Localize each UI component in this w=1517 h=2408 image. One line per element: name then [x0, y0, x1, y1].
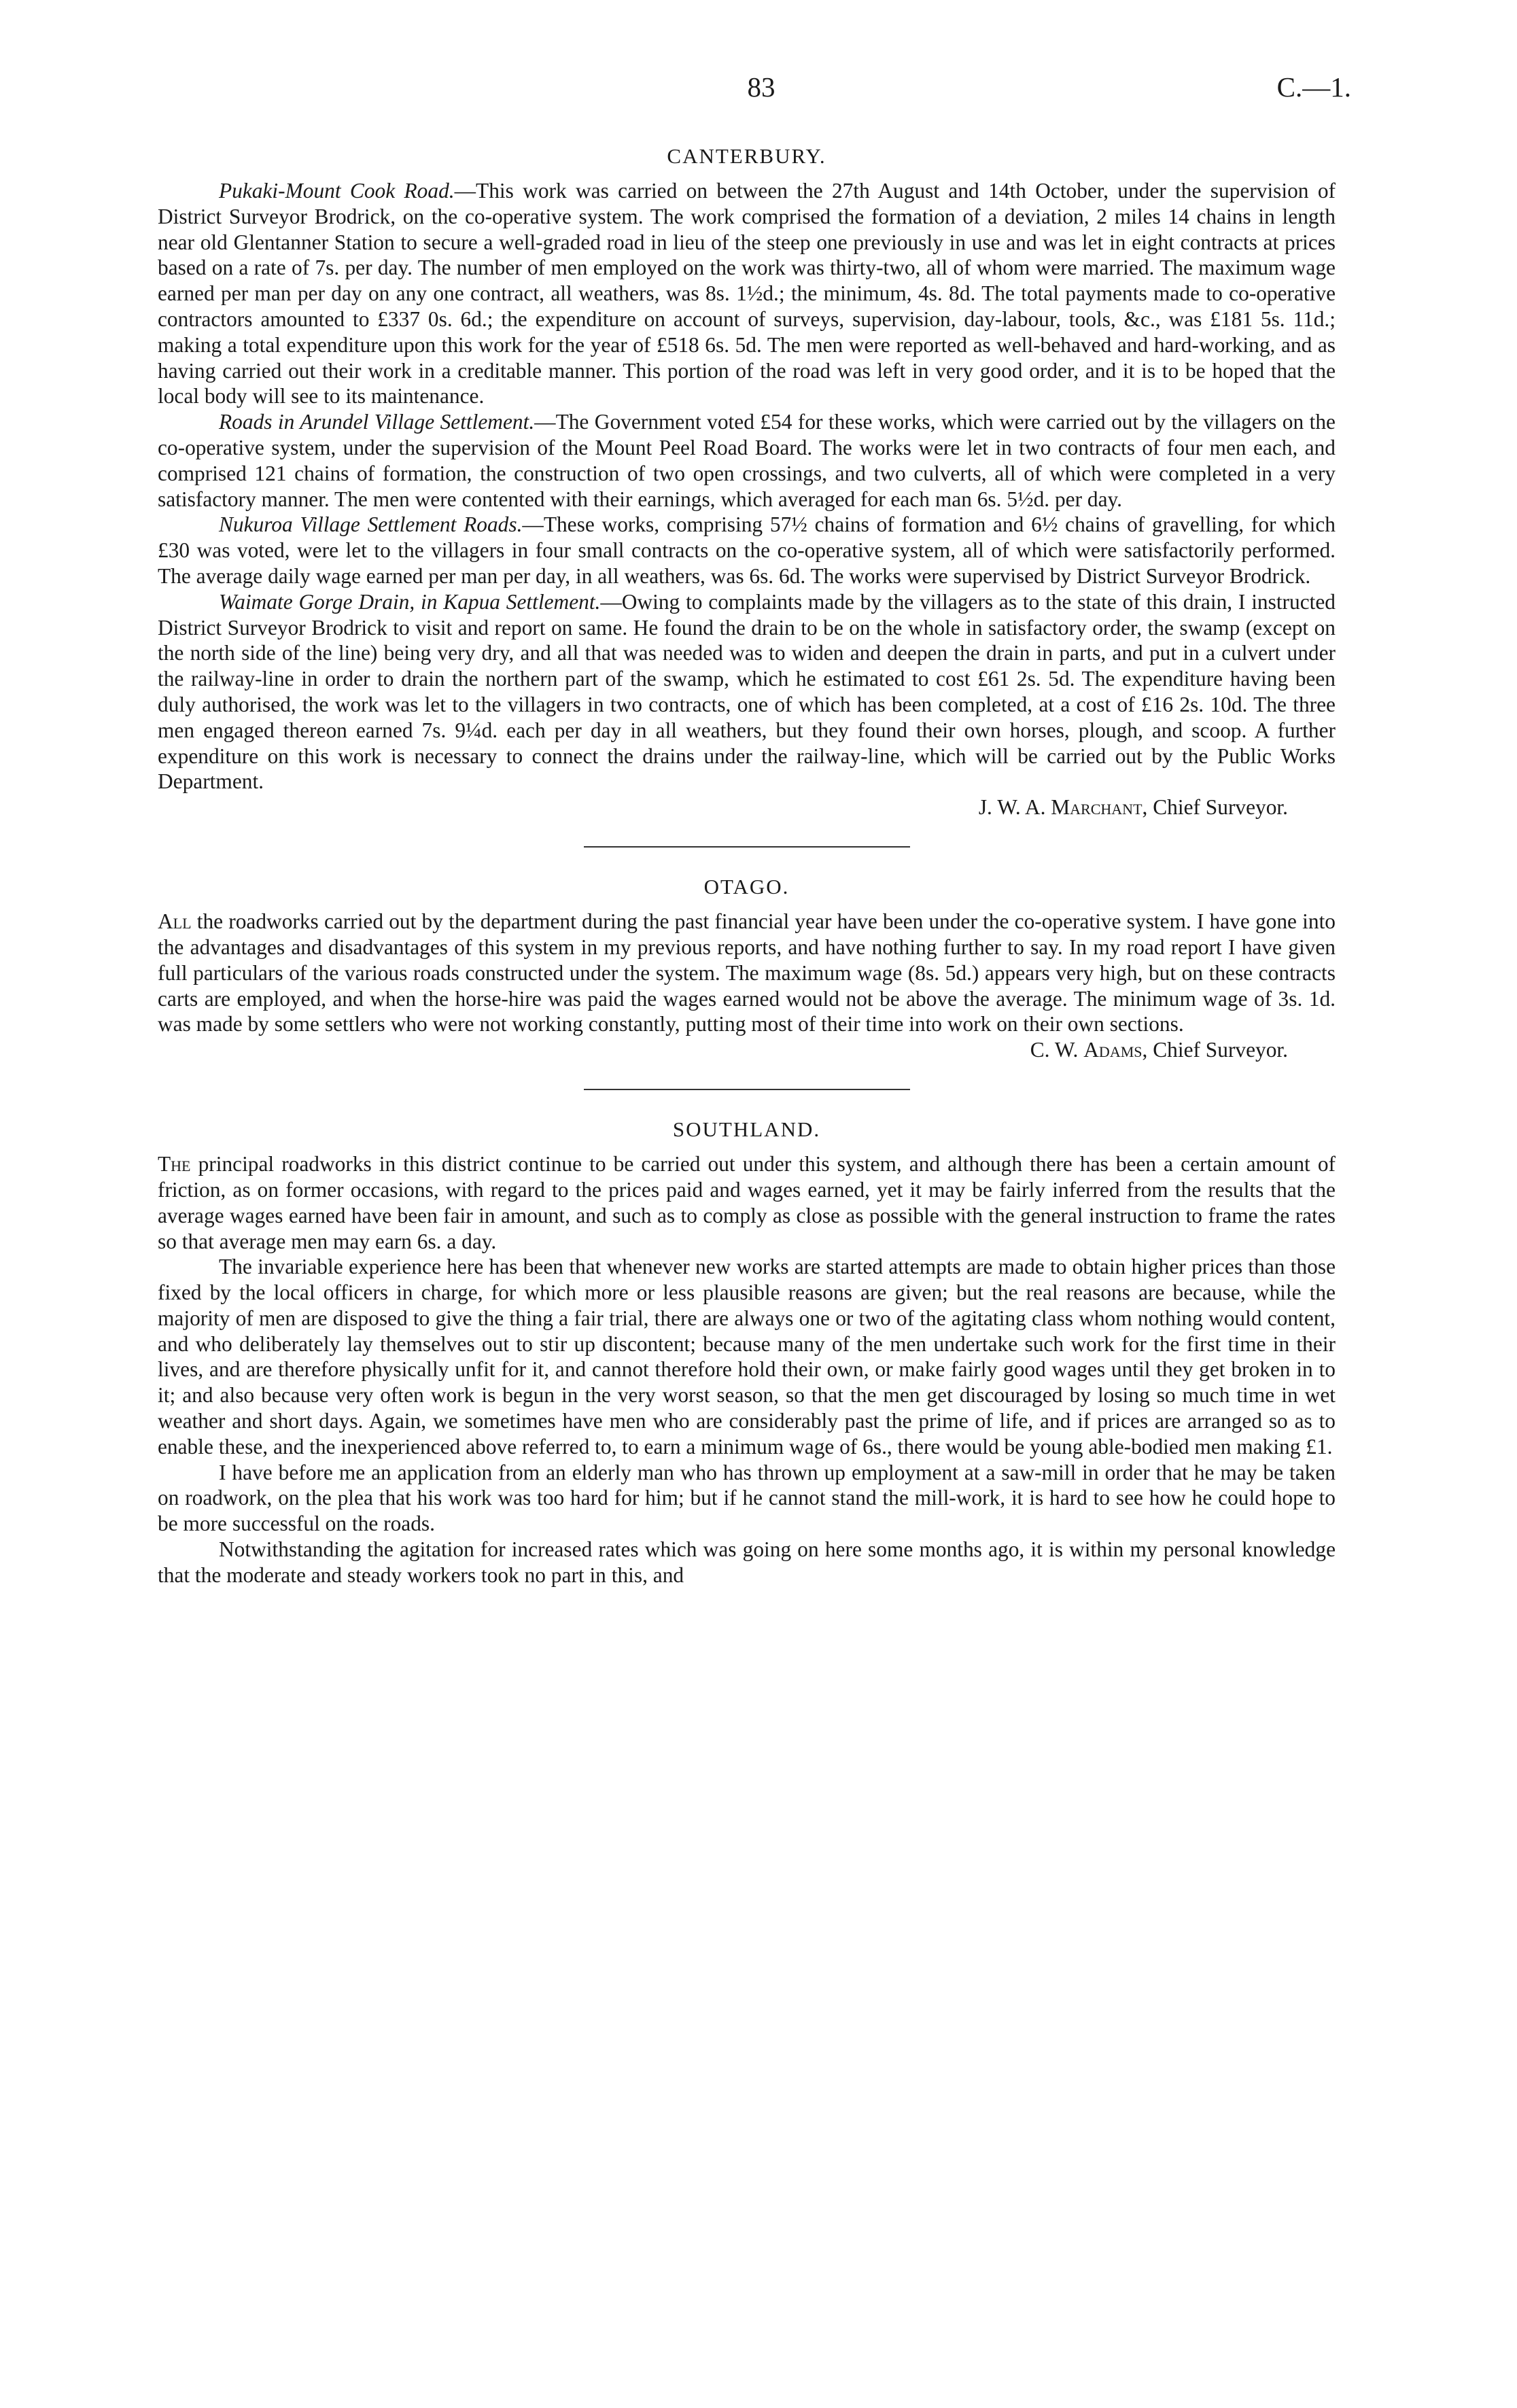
nukuroa-roads-text: —These works, comprising 57½ chains of formation and 6½ chains of gravelling, for which £30 was voted, were let to the villagers in four small contracts on the co-operative system, all of which were satisfactorily performed. The average daily wage earned per man per day, in all weathers, was 6s. 6d. The works were supervised by District Surveyor Brodrick.	[158, 512, 1336, 588]
southland-paragraph-1	[158, 1151, 1336, 1254]
otago-signature	[158, 1037, 1288, 1063]
otago-signatory-initials: C. W.	[1030, 1038, 1084, 1062]
canterbury-paragraph-4	[158, 589, 1336, 795]
otago-paragraph-1	[158, 909, 1336, 1037]
canterbury-signatory-role: , Chief Surveyor.	[1142, 795, 1288, 820]
pukaki-road-text: —This work was carried on between the 27th August and 14th October, under the supervision of District Surveyor Brodrick, on the co-operative system. The work comprised the formation of a deviation, 2 miles 14 chains in length near old Glentanner Station to secure a well-graded road in lieu of the steep one previously in use and was let in eight contracts at prices based on a rate of 7s. per day. The number of men employed on the work was thirty-two, all of whom were married. The maximum wage earned per man per day on any one contract, all weathers, was 8s. 1½d.; the minimum, 4s. 8d. The total payments made to co-operative contractors amounted to £337 0s. 6d.; the expenditure on account of surveys, supervision, day-labour, tools, &c., was £181 5s. 11d.; making a total expenditure upon this work for the year of £518 6s. 5d. The men were reported as well-behaved and hard-working, and as having carried out their work in a creditable manner. This portion of the road was left in very good order, and it is to be hoped that the local body will see to its maintenance.	[158, 179, 1336, 408]
section-divider	[584, 1089, 910, 1090]
southland-paragraph-3: I have before me an application from an elderly man who has thrown up employment at a saw-mill in order that he may be taken on roadwork, on the plea that his work was too hard for him; but if he cannot stand the mill-work, it is hard to see how he could hope to be more successful on the roads.	[158, 1460, 1336, 1536]
southland-paragraph-4: Notwithstanding the agitation for increased rates which was going on here some months ago, it is within my personal knowledge that the moderate and steady workers took no part in this, and	[158, 1537, 1336, 1587]
pukaki-road-title: Pukaki-Mount Cook Road.	[219, 179, 455, 203]
waimate-drain-text: —Owing to complaints made by the villagers as to the state of this drain, I instructed District Surveyor Brodrick to visit and report on same. He found the drain to be on the whole in satisfactory order, the swamp (except on the north side of the line) being very dry, and all that was needed was to widen and deepen the drain in parts, and put in a culvert under the railway-line in order to drain the northern part of the swamp, which he estimated to cost £61 2s. 5d. The expenditure having been duly authorised, the work was let to the villagers in two contracts, one of which has been completed, at a cost of £16 2s. 10d. The three men engaged thereon earned 7s. 9¼d. each per day in all weathers, but they found their own horses, plough, and scoop. A further expenditure on this work is necessary to connect the drains under the railway-line, which will be carried out by the Public Works Department.	[158, 589, 1336, 794]
otago-signatory-role: , Chief Surveyor.	[1142, 1038, 1288, 1062]
otago-signatory-name: Adams	[1083, 1038, 1143, 1062]
otago-heading: OTAGO.	[703, 875, 790, 899]
canterbury-heading: CANTERBURY.	[667, 144, 826, 168]
page-header	[0, 71, 1517, 118]
southland-section	[158, 1117, 1336, 1588]
canterbury-paragraph-1	[158, 178, 1336, 409]
nukuroa-roads-title: Nukuroa Village Settlement Roads.	[219, 512, 523, 537]
canterbury-section	[158, 144, 1336, 820]
section-divider	[584, 846, 910, 848]
otago-text: the roadworks carried out by the department during the past financial year have been under the co-operative system. I have gone into the advantages and disadvantages of this system in my previous reports, and have nothing further to say. In my road report I have given full particulars of the various roads constructed under the system. The maximum wage (8s. 5d.) appears very high, but on these contracts carts are employed, and when the horse-hire was paid the wages earned would not be above the average. The minimum wage of 3s. 1d. was made by some settlers who were not working constantly, putting most of their time into work on their own sections.	[158, 909, 1336, 1036]
southland-lead-word: The	[158, 1152, 191, 1176]
southland-paragraph-2: The invariable experience here has been that whenever new works are started attempts are made to obtain higher prices than those fixed by the local officers in charge, for which more or less plausible reasons are given; but the real reasons are because, while the majority of men are disposed to give the thing a fair trial, there are always one or two of the agitating class whom nothing would content, and who deliberately lay themselves out to stir up discontent; because many of the men undertake such work for the first time in their lives, and are therefore physically unfit for it, and cannot therefore hold their own, or make fairly good wages until they get broken in to it; and also because very often work is begun in the very worst season, so that the men get discouraged by losing so much time in wet weather and short days. Again, we sometimes have men who are considerably past the prime of life, and if prices are arranged so as to enable these, and the inexperienced above referred to, to earn a minimum wage of 6s., there would be young able-bodied men making £1.	[158, 1255, 1336, 1459]
canterbury-signatory-name: J. W. A. Marchant	[978, 795, 1143, 820]
page-number: 83	[747, 71, 775, 103]
southland-text-1: principal roadworks in this district continue to be carried out under this system, and although there has been a certain amount of friction, as on former occasions, with regard to the prices paid and wages earned, yet it may be fairly inferred from the results that the average wages earned have been fair in amount, and such as to comply as close as possible with the general instruction to frame the rates so that average men may earn 6s. a day.	[158, 1152, 1336, 1253]
otago-lead-word: All	[158, 909, 192, 934]
canterbury-signature	[158, 795, 1288, 820]
arundel-roads-title: Roads in Arundel Village Settlement.	[219, 410, 535, 434]
waimate-drain-title: Waimate Gorge Drain, in Kapua Settlement.	[219, 589, 601, 614]
otago-section	[158, 875, 1336, 1063]
arundel-roads-text: —The Government voted £54 for these works, which were carried out by the villagers on the co-operative system, under the supervision of the Mount Peel Road Board. The works were let in two contracts of four men each, and comprised 121 chains of formation, the construction of two open crossings, and two culverts, all of which were completed in a very satisfactory manner. The men were contented with their earnings, which averaged for each man 6s. 5½d. per day.	[158, 410, 1336, 511]
canterbury-paragraph-3	[158, 512, 1336, 589]
document-code: C.—1.	[1276, 71, 1351, 103]
page-body	[158, 136, 1336, 1588]
canterbury-paragraph-2	[158, 409, 1336, 512]
southland-heading: SOUTHLAND.	[672, 1117, 821, 1142]
